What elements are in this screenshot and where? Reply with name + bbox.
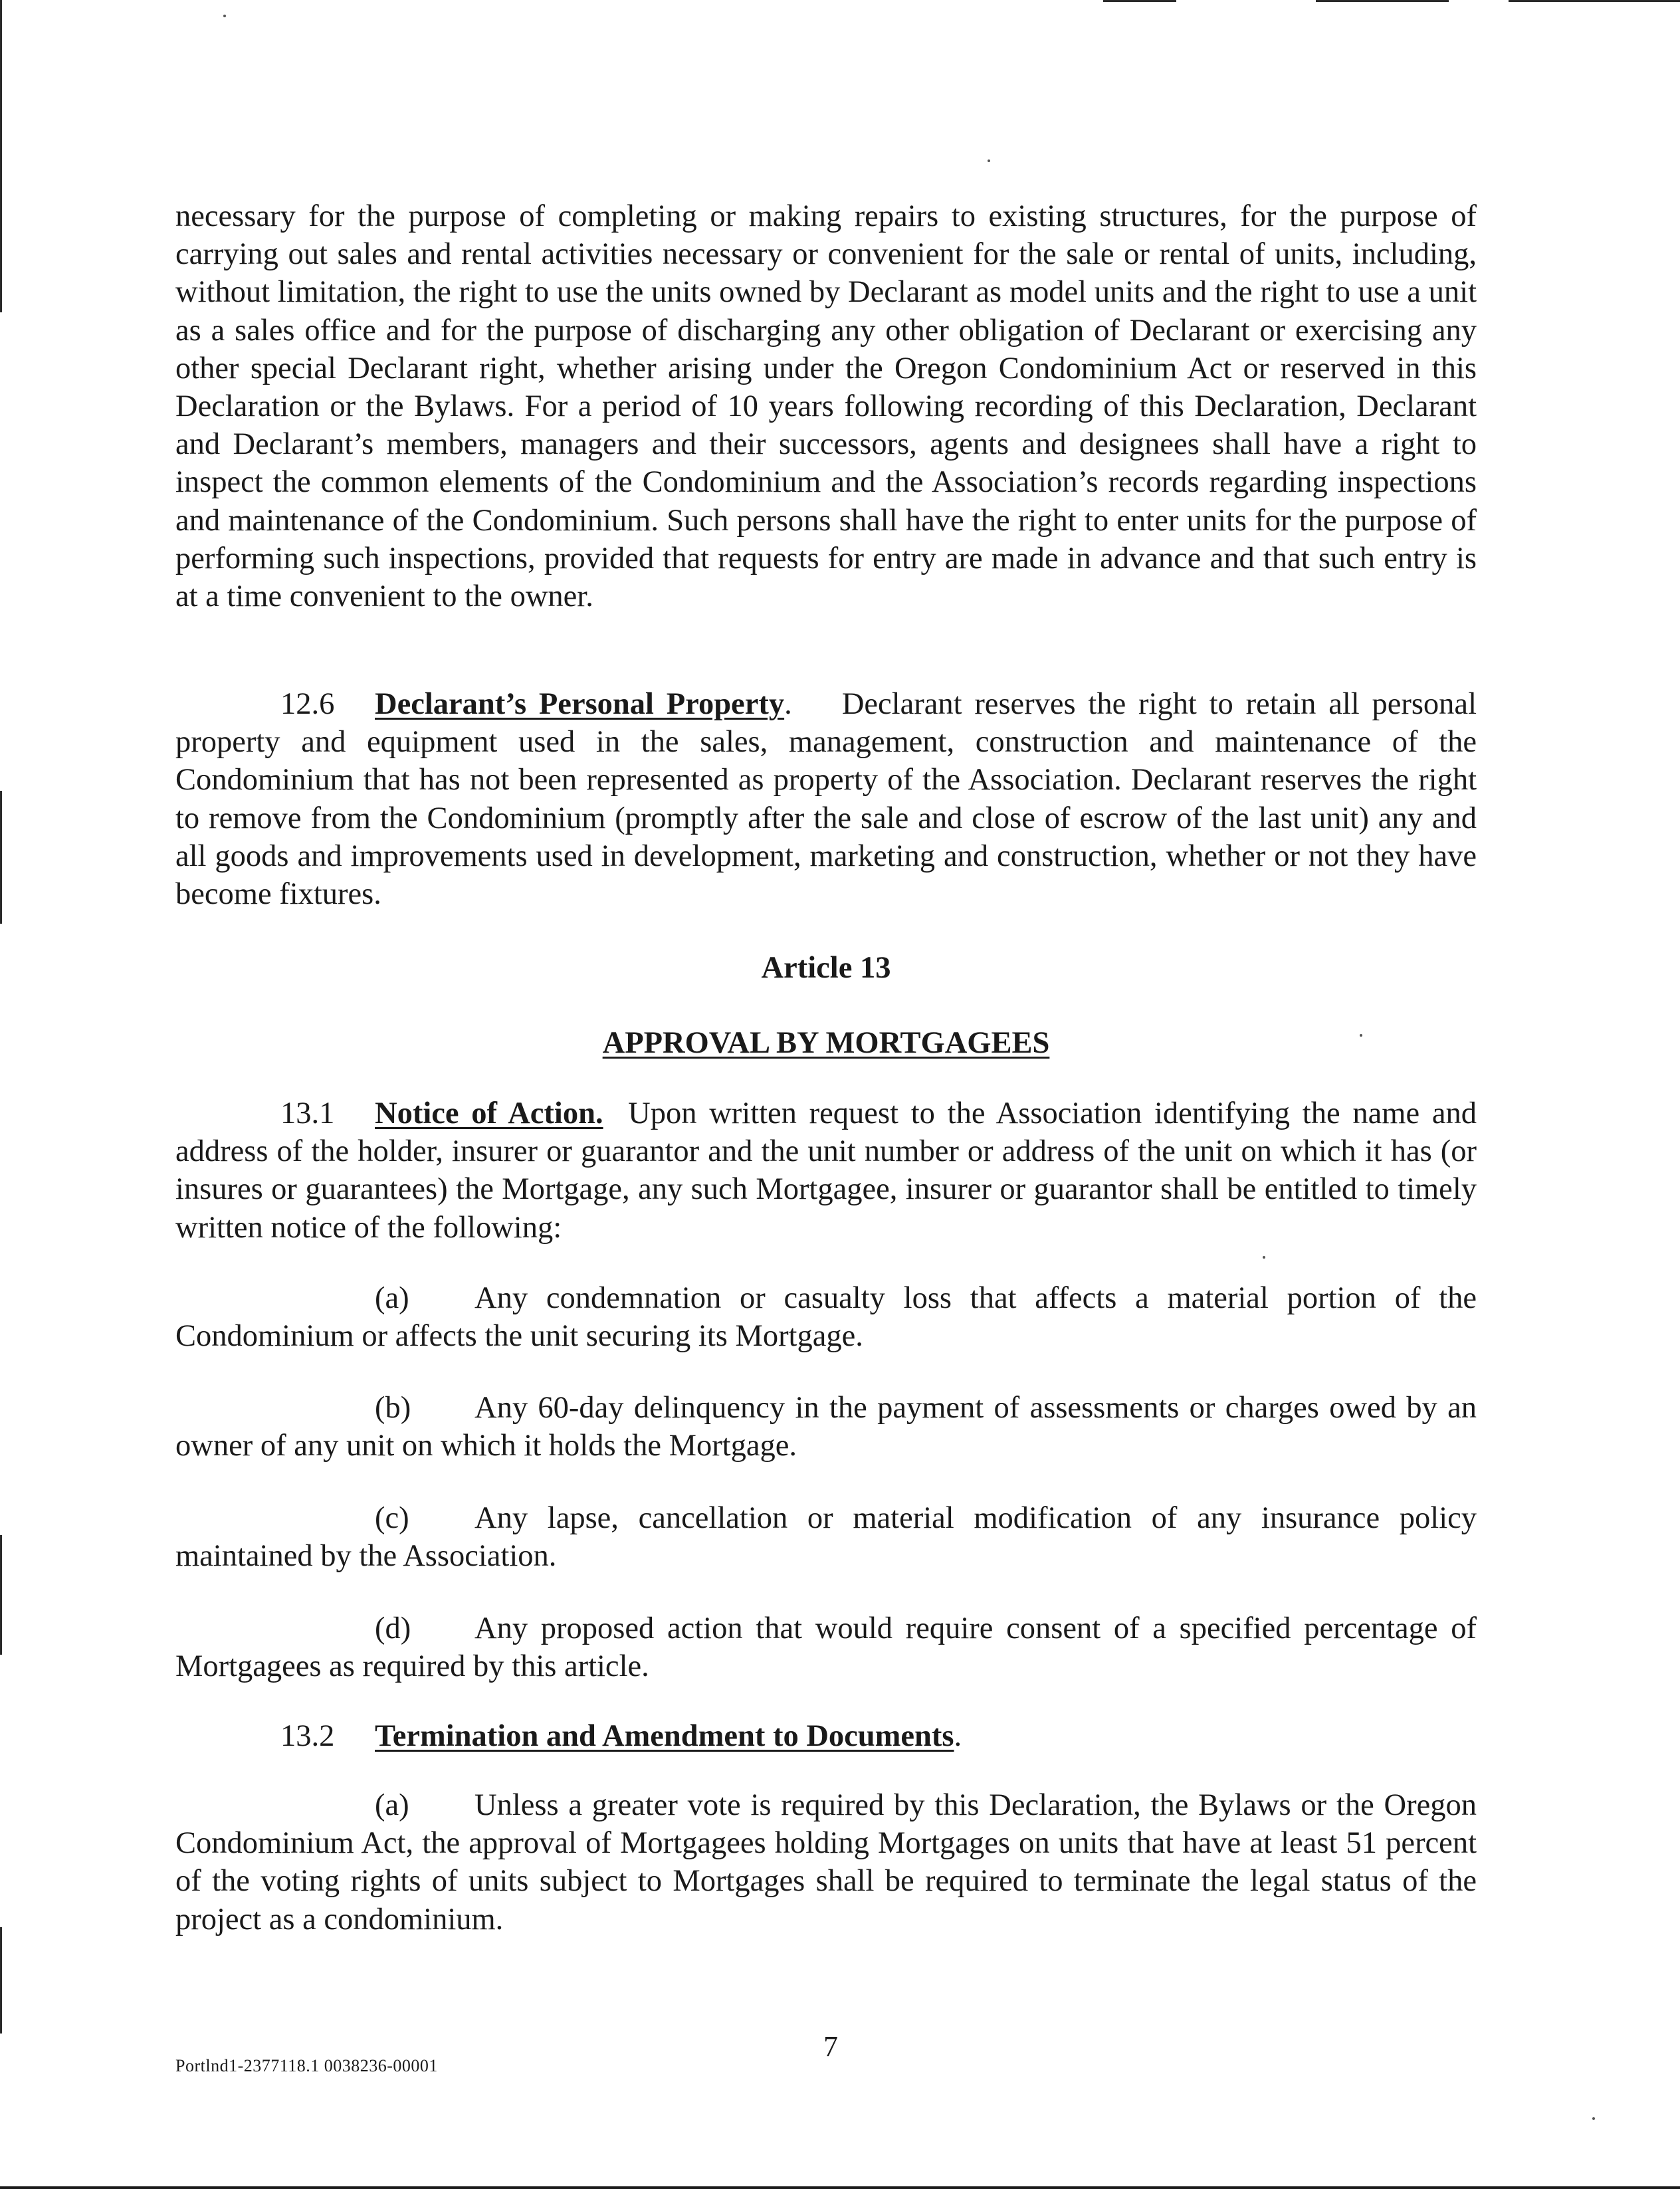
list-item <box>175 1786 1477 1938</box>
page-number: 7 <box>823 2030 838 2063</box>
item-text: Any 60-day delinquency in the payment of assessments or charges owed by an owner of any unit on which it holds the Mortgage. <box>175 1391 1477 1463</box>
scan-edge-top <box>1103 0 1176 2</box>
section-12-6 <box>175 685 1477 913</box>
item-letter: (b) <box>375 1391 411 1425</box>
item-text: Unless a greater vote is required by this Declaration, the Bylaws or the Oregon Condominium Act, the approval of Mortgagees holding Mortgages on units that have at least 51 percent of the voting rights of units subject to Mortgages shall be required to terminate the legal status of the project as a condominium. <box>175 1788 1477 1936</box>
list-item <box>175 1279 1477 1355</box>
section-13-1 <box>175 1094 1477 1247</box>
section-number: 12.6 <box>280 687 335 721</box>
scan-edge-left <box>0 1535 2 1655</box>
article-heading <box>175 949 1477 987</box>
scan-edge-top <box>1316 0 1449 2</box>
section-13-1-paragraph <box>175 1094 1477 1247</box>
article-title: Article 13 <box>761 951 891 985</box>
paragraph-text: necessary for the purpose of completing or making repairs to existing structures, for the purpose of carrying out sales and rental activities necessary or convenient for the sale or rental of units, including, without limitation, the right to use the units owned by Declarant as model units and the right to use a unit as a sales office and for the purpose of discharging any other obligation of Declarant or exercising any other special Declarant right, whether arising under the Oregon Condominium Act or reserved in this Declaration or the Bylaws. For a period of 10 years following recording of this Declaration, Declarant and Declarant’s members, managers and their successors, agents and designees shall have a right to inspect the common elements of the Condominium and the Association’s records regarding inspections and maintenance of the Condominium. Such persons shall have the right to enter units for the purpose of performing such inspections, provided that requests for entry are made in advance and that such entry is at a time convenient to the owner. <box>175 199 1477 614</box>
item-letter: (a) <box>375 1281 409 1315</box>
section-heading: Notice of Action. <box>375 1096 603 1130</box>
section-heading: Declarant’s Personal Property <box>375 687 785 721</box>
heading-punctuation: . <box>954 1719 962 1753</box>
list-item <box>175 1499 1477 1575</box>
section-text: Upon written request to the Association identifying the name and address of the holder, insurer or guarantor and the unit number or address of the unit on which it has (or insures or guarantees) the Mortgage, any such Mortgagee, insurer or guarantor shall be entitled to timely written notice of the following: <box>175 1096 1477 1245</box>
item-text: Any lapse, cancellation or material modification of any insurance policy maintained by the Association. <box>175 1501 1477 1574</box>
item-letter: (a) <box>375 1788 409 1822</box>
item-text: Any proposed action that would require consent of a specified percentage of Mortgagees as required by this article. <box>175 1612 1477 1684</box>
scan-speck <box>1263 1256 1265 1259</box>
scan-edge-left <box>0 1927 2 2033</box>
scan-speck <box>223 15 226 17</box>
scan-edge-left <box>0 791 2 924</box>
scan-speck <box>988 159 990 162</box>
scan-edge-left <box>0 0 2 312</box>
item-letter: (d) <box>375 1612 411 1645</box>
item-text: Any condemnation or casualty loss that affects a material portion of the Condominium or affects the unit securing its Mortgage. <box>175 1281 1477 1354</box>
section-text: Declarant reserves the right to retain all personal property and equipment used in the sales, management, construction and maintenance of the Condominium that has not been represented as property of the Association. Declarant reserves the right to remove from the Condominium (promptly after the sale and close of escrow of the last unit) any and all goods and improvements used in development, marketing and construction, whether or not they have become fixtures. <box>175 687 1477 912</box>
document-id: Portlnd1-2377118.1 0038236-00001 <box>175 2056 438 2075</box>
item-letter: (c) <box>375 1501 409 1535</box>
heading-punctuation: . <box>784 687 792 721</box>
list-item <box>175 1389 1477 1465</box>
article-subtitle: APPROVAL BY MORTGAGEES <box>602 1026 1050 1060</box>
article-subheading <box>175 1024 1477 1062</box>
section-12-6-paragraph <box>175 685 1477 913</box>
section-number: 13.1 <box>280 1096 335 1130</box>
section-number: 13.2 <box>280 1719 335 1753</box>
continuation-paragraph <box>175 197 1477 615</box>
scan-edge-top <box>1509 0 1680 2</box>
section-heading: Termination and Amendment to Documents <box>375 1719 954 1753</box>
list-item <box>175 1610 1477 1685</box>
section-13-2 <box>175 1717 1477 1755</box>
scan-speck <box>1592 2117 1595 2120</box>
scan-edge-bottom <box>0 2186 1680 2189</box>
